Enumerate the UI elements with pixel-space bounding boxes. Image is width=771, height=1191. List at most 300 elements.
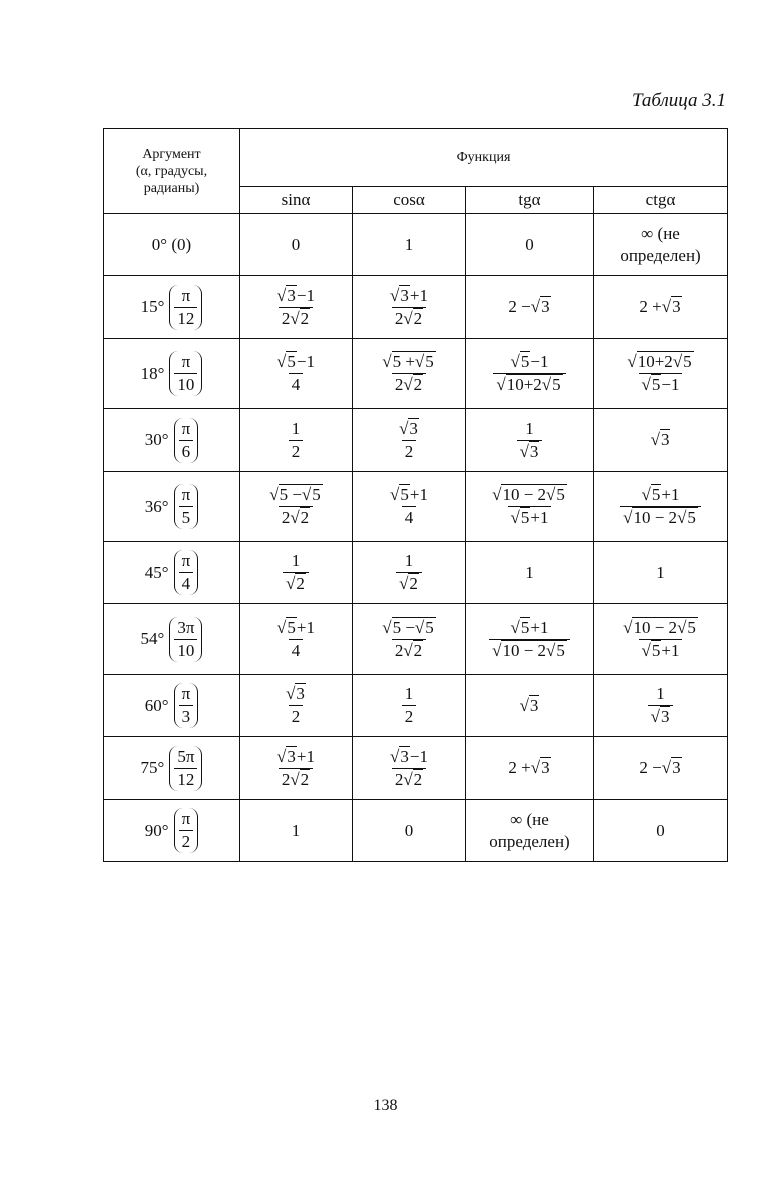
math-token: 10 − 2 xyxy=(633,617,678,637)
fraction xyxy=(493,352,565,395)
function-header: Функция xyxy=(240,129,728,187)
math-token: √ xyxy=(661,758,672,777)
radical xyxy=(390,285,410,305)
fraction xyxy=(274,286,318,329)
math-token: 0 xyxy=(404,820,414,840)
math-part xyxy=(392,617,436,637)
fraction xyxy=(274,618,318,661)
radical xyxy=(382,617,436,637)
arg-cell xyxy=(104,737,240,800)
tg-header: tgα xyxy=(466,187,594,214)
math-token: 0 xyxy=(656,820,665,840)
math-token: (α, градусы, xyxy=(135,163,208,179)
tg-cell xyxy=(466,800,594,862)
radical xyxy=(399,418,419,438)
math-token: √ xyxy=(492,640,502,660)
math-token: √ xyxy=(269,485,279,504)
math-token: √ xyxy=(510,617,520,637)
math-token: 5 xyxy=(400,485,409,504)
paren-group xyxy=(174,484,199,529)
math-token: √ xyxy=(546,640,556,660)
math-token: +1 xyxy=(296,617,315,637)
math-part xyxy=(274,352,318,373)
math-token: 2 xyxy=(413,308,423,328)
math-token: 3 xyxy=(296,684,305,703)
cos-cell xyxy=(353,604,466,675)
math-token: √ xyxy=(390,285,400,305)
math-token: 45° xyxy=(144,562,169,582)
tg-cell xyxy=(466,542,594,604)
cos-cell xyxy=(353,472,466,542)
math-token: 2 xyxy=(413,640,423,660)
fraction xyxy=(283,684,309,727)
math-token: √ xyxy=(650,430,660,449)
math-token: π xyxy=(181,485,191,504)
math-token: 5 xyxy=(287,352,296,371)
paren-group xyxy=(174,550,199,595)
table-row xyxy=(104,214,728,276)
radical xyxy=(677,507,697,527)
ctg-cell xyxy=(594,409,728,472)
radical xyxy=(520,441,540,461)
math-part xyxy=(632,507,697,527)
math-token: 2 xyxy=(296,574,305,593)
math-token: ∞ (не xyxy=(641,223,680,243)
math-token: 2 xyxy=(413,769,423,789)
math-token: 3 xyxy=(287,746,296,766)
math-token: Аргумент xyxy=(142,146,201,162)
radical xyxy=(277,285,297,305)
math-token: +1 xyxy=(530,508,549,527)
argument xyxy=(141,351,203,396)
ctg-cell xyxy=(594,276,728,339)
math-token: 15° xyxy=(140,297,165,316)
math-token: 6 xyxy=(179,440,194,462)
math-token: 36° xyxy=(144,496,169,516)
math-part xyxy=(392,373,426,395)
math-token: 2 + xyxy=(639,297,662,316)
math-token: √ xyxy=(390,746,400,766)
math-part xyxy=(639,485,683,506)
radical xyxy=(531,296,551,316)
math-token: 5 xyxy=(179,506,194,528)
math-token: радианы) xyxy=(143,180,200,196)
math-token: +1 xyxy=(409,485,428,504)
table-row xyxy=(104,472,728,542)
math-token: √ xyxy=(650,707,660,726)
math-token: 5 xyxy=(520,352,530,371)
math-token: +1 xyxy=(661,485,680,504)
sin-cell xyxy=(240,214,353,276)
math-part xyxy=(637,351,694,371)
math-token: 2 xyxy=(402,705,417,727)
math-token: 1 xyxy=(404,684,414,703)
radical xyxy=(492,640,567,660)
fraction xyxy=(379,352,439,395)
math-token: √ xyxy=(403,308,413,328)
tg-cell xyxy=(466,737,594,800)
radical xyxy=(546,640,566,660)
math-token: 4 xyxy=(289,639,304,661)
math-part xyxy=(279,506,313,528)
math-token: (0) xyxy=(171,234,192,254)
math-part xyxy=(508,618,552,639)
radical xyxy=(403,640,423,660)
math-token: −1 xyxy=(296,285,315,305)
ctg-cell xyxy=(594,604,728,675)
fraction xyxy=(283,551,309,594)
math-part xyxy=(501,640,566,660)
paren-group xyxy=(169,351,202,396)
radical xyxy=(496,374,562,394)
radical xyxy=(642,640,662,660)
math-part xyxy=(489,639,570,661)
math-token: 5 xyxy=(425,352,434,371)
math-token: 2 xyxy=(394,769,404,789)
math-token: 3 xyxy=(529,441,539,461)
math-token: 2 xyxy=(409,574,418,593)
radical xyxy=(492,484,567,504)
fraction xyxy=(489,485,570,528)
math-token: 10 − 2 xyxy=(633,508,678,527)
math-token: 0° xyxy=(151,234,168,254)
tg-cell xyxy=(466,604,594,675)
math-token: 3 xyxy=(400,746,409,766)
math-part xyxy=(506,374,563,394)
fraction xyxy=(274,747,318,790)
paren-group xyxy=(169,617,202,662)
math-token: 4 xyxy=(289,373,304,395)
radical xyxy=(403,308,423,328)
arg-cell xyxy=(104,409,240,472)
math-token: определен) xyxy=(489,831,570,851)
radical xyxy=(627,351,693,371)
math-token: 0 xyxy=(525,234,534,254)
math-token: 10 xyxy=(174,373,197,395)
math-token: 2 xyxy=(289,705,304,727)
math-token: √ xyxy=(641,375,651,394)
math-token: √ xyxy=(301,485,312,504)
math-token: 10 − 2 xyxy=(502,640,547,660)
math-part xyxy=(387,485,431,506)
math-token: 54° xyxy=(140,629,165,648)
radical xyxy=(277,746,297,766)
math-token: √ xyxy=(277,352,287,371)
math-part xyxy=(283,572,309,594)
fraction xyxy=(387,747,431,790)
math-part xyxy=(266,485,326,506)
paren-group xyxy=(169,746,202,791)
math-token: 1 xyxy=(525,418,534,438)
radical xyxy=(673,351,693,371)
math-token: 3 xyxy=(672,297,681,316)
math-token: √ xyxy=(290,508,300,527)
radical xyxy=(662,296,682,316)
radical xyxy=(390,484,410,504)
math-part xyxy=(379,352,439,373)
ctg-cell xyxy=(594,542,728,604)
radical xyxy=(542,374,562,394)
argument xyxy=(145,683,198,728)
math-token: π xyxy=(181,684,191,703)
math-part xyxy=(508,352,552,373)
fraction xyxy=(174,747,197,790)
table-row xyxy=(104,675,728,737)
arg-cell xyxy=(104,604,240,675)
math-part xyxy=(279,307,313,329)
math-token: √ xyxy=(277,617,287,637)
fraction xyxy=(489,618,570,661)
math-token: 2 xyxy=(402,440,417,462)
math-token: 2 xyxy=(281,769,291,789)
math-token: 3 xyxy=(529,695,539,715)
math-part xyxy=(620,618,701,639)
fraction xyxy=(620,618,701,661)
math-token: 5 xyxy=(556,485,565,504)
math-token: √ xyxy=(530,297,541,316)
argument xyxy=(145,808,198,853)
argument xyxy=(145,418,198,463)
radical xyxy=(302,484,322,504)
math-part xyxy=(387,286,431,307)
math-token: 3 xyxy=(409,418,418,438)
math-part xyxy=(508,506,552,528)
fraction xyxy=(179,485,194,528)
radical xyxy=(399,573,419,593)
sin-header: sinα xyxy=(240,187,353,214)
fraction xyxy=(387,286,431,329)
cos-cell xyxy=(353,409,466,472)
fraction xyxy=(402,684,417,727)
math-token: 2 xyxy=(281,308,291,328)
cos-cell xyxy=(353,800,466,862)
math-token: √ xyxy=(541,375,552,394)
math-part xyxy=(392,768,426,790)
radical xyxy=(382,351,436,371)
math-token: −1 xyxy=(296,352,315,371)
math-token: 75° xyxy=(140,758,165,777)
argument xyxy=(145,484,198,529)
math-token: 90° xyxy=(144,820,169,840)
ctg-cell xyxy=(594,800,728,862)
fraction xyxy=(174,286,197,329)
math-token: √ xyxy=(403,375,413,394)
math-token: √ xyxy=(277,285,287,305)
math-token: √ xyxy=(382,617,392,637)
math-token: +1 xyxy=(530,617,549,637)
math-token: 2 − xyxy=(639,758,662,777)
ctg-header: ctgα xyxy=(594,187,728,214)
math-part xyxy=(392,351,436,371)
math-token: √ xyxy=(290,308,300,328)
math-token: 5π xyxy=(177,746,195,766)
math-token: 5 xyxy=(683,352,692,371)
math-part xyxy=(274,747,318,768)
fraction xyxy=(379,618,439,661)
fraction xyxy=(179,809,194,852)
math-part xyxy=(501,484,566,504)
math-part xyxy=(517,440,543,462)
argument xyxy=(141,746,203,791)
fraction xyxy=(648,684,674,727)
arg-cell xyxy=(104,472,240,542)
math-token: 5 xyxy=(287,617,296,637)
arg-cell xyxy=(104,276,240,339)
arg-cell xyxy=(104,542,240,604)
paren-group xyxy=(174,418,199,463)
fraction xyxy=(174,618,197,661)
tg-cell xyxy=(466,214,594,276)
math-token: 5 xyxy=(312,485,321,504)
math-token: 12 xyxy=(174,768,197,790)
math-token: √ xyxy=(641,640,651,660)
math-token: −1 xyxy=(409,746,428,766)
math-token: √ xyxy=(623,508,633,527)
math-part xyxy=(639,639,683,661)
math-token: 5 − xyxy=(392,617,415,637)
math-token: 5 − xyxy=(279,485,302,504)
fraction xyxy=(396,551,422,594)
cos-cell xyxy=(353,737,466,800)
math-part xyxy=(396,419,422,440)
math-part xyxy=(392,307,426,329)
math-part xyxy=(624,352,696,373)
math-token: 0 xyxy=(291,234,301,254)
ctg-cell xyxy=(594,472,728,542)
fraction xyxy=(289,419,304,462)
math-token: 3 xyxy=(179,705,194,727)
cos-cell xyxy=(353,542,466,604)
math-token: 5 xyxy=(425,617,434,637)
radical xyxy=(415,351,435,371)
math-part xyxy=(392,639,426,661)
trig-values-table xyxy=(103,128,728,862)
radical xyxy=(511,507,531,527)
sin-cell xyxy=(240,409,353,472)
math-token: 5 xyxy=(552,375,561,394)
radical xyxy=(286,683,306,703)
fraction xyxy=(396,419,422,462)
paren-group xyxy=(174,808,199,853)
math-token: √ xyxy=(286,684,296,703)
cos-cell xyxy=(353,214,466,276)
arg-cell xyxy=(104,675,240,737)
math-token: 4 xyxy=(179,572,194,594)
cos-header: cosα xyxy=(353,187,466,214)
table-row xyxy=(104,339,728,409)
math-token: 5 xyxy=(520,508,530,527)
radical xyxy=(415,617,435,637)
sin-cell xyxy=(240,604,353,675)
table-caption: Таблица 3.1 xyxy=(632,90,726,111)
radical xyxy=(677,617,697,637)
math-token: √ xyxy=(672,352,683,371)
page-number: 138 xyxy=(373,1097,398,1114)
math-token: 12 xyxy=(174,307,197,329)
math-token: 5 xyxy=(651,485,661,504)
math-part xyxy=(489,485,570,506)
math-token: 10+2 xyxy=(506,375,542,394)
math-token: 3 xyxy=(660,707,670,726)
math-token: π xyxy=(181,809,191,828)
math-token: √ xyxy=(382,352,392,371)
math-token: +1 xyxy=(296,746,315,766)
math-token: √ xyxy=(510,352,520,371)
math-token: √ xyxy=(510,508,520,527)
radical xyxy=(403,769,423,789)
table-row xyxy=(104,604,728,675)
math-part xyxy=(387,747,431,768)
math-token: 5 xyxy=(651,640,661,660)
sin-cell xyxy=(240,737,353,800)
math-token: √ xyxy=(399,574,409,593)
math-token: √ xyxy=(677,508,687,527)
math-token: +1 xyxy=(409,285,428,305)
math-token: √ xyxy=(403,769,413,789)
fraction xyxy=(179,684,194,727)
math-token: 2 xyxy=(300,508,310,527)
table-row xyxy=(104,542,728,604)
math-token: √ xyxy=(677,617,687,637)
math-token: 1 xyxy=(404,551,414,570)
math-token: √ xyxy=(399,418,409,438)
math-token: √ xyxy=(661,297,672,316)
math-token: 2 + xyxy=(508,758,531,777)
arg-cell xyxy=(104,800,240,862)
math-part xyxy=(396,572,422,594)
fraction xyxy=(266,485,326,528)
math-token: 3 xyxy=(660,430,670,449)
math-token: √ xyxy=(290,769,300,789)
radical xyxy=(642,374,662,394)
math-token: 2 xyxy=(289,440,304,462)
tg-cell xyxy=(466,675,594,737)
math-token: √ xyxy=(390,485,400,504)
fraction xyxy=(624,352,696,395)
fraction xyxy=(274,352,318,395)
radical xyxy=(623,617,698,637)
sin-cell xyxy=(240,675,353,737)
tg-cell xyxy=(466,276,594,339)
radical xyxy=(511,351,531,371)
math-token: 3π xyxy=(177,617,195,637)
math-token: √ xyxy=(414,352,425,371)
math-token: √ xyxy=(519,441,529,461)
math-token: √ xyxy=(519,695,529,715)
math-token: 1 xyxy=(291,418,301,438)
radical xyxy=(642,484,662,504)
math-token: √ xyxy=(286,574,296,593)
radical xyxy=(277,617,297,637)
math-part xyxy=(274,286,318,307)
math-token: √ xyxy=(277,746,287,766)
cos-cell xyxy=(353,675,466,737)
math-token: 2 xyxy=(300,769,310,789)
sin-cell xyxy=(240,339,353,409)
argument xyxy=(141,285,203,330)
cos-cell xyxy=(353,276,466,339)
tg-cell xyxy=(466,409,594,472)
tg-cell xyxy=(466,339,594,409)
math-token: 5 xyxy=(687,508,696,527)
ctg-cell xyxy=(594,339,728,409)
radical xyxy=(269,484,323,504)
radical xyxy=(651,706,671,726)
table-row xyxy=(104,409,728,472)
sin-cell xyxy=(240,472,353,542)
math-token: 5 xyxy=(651,375,661,394)
math-token: 3 xyxy=(287,285,296,305)
